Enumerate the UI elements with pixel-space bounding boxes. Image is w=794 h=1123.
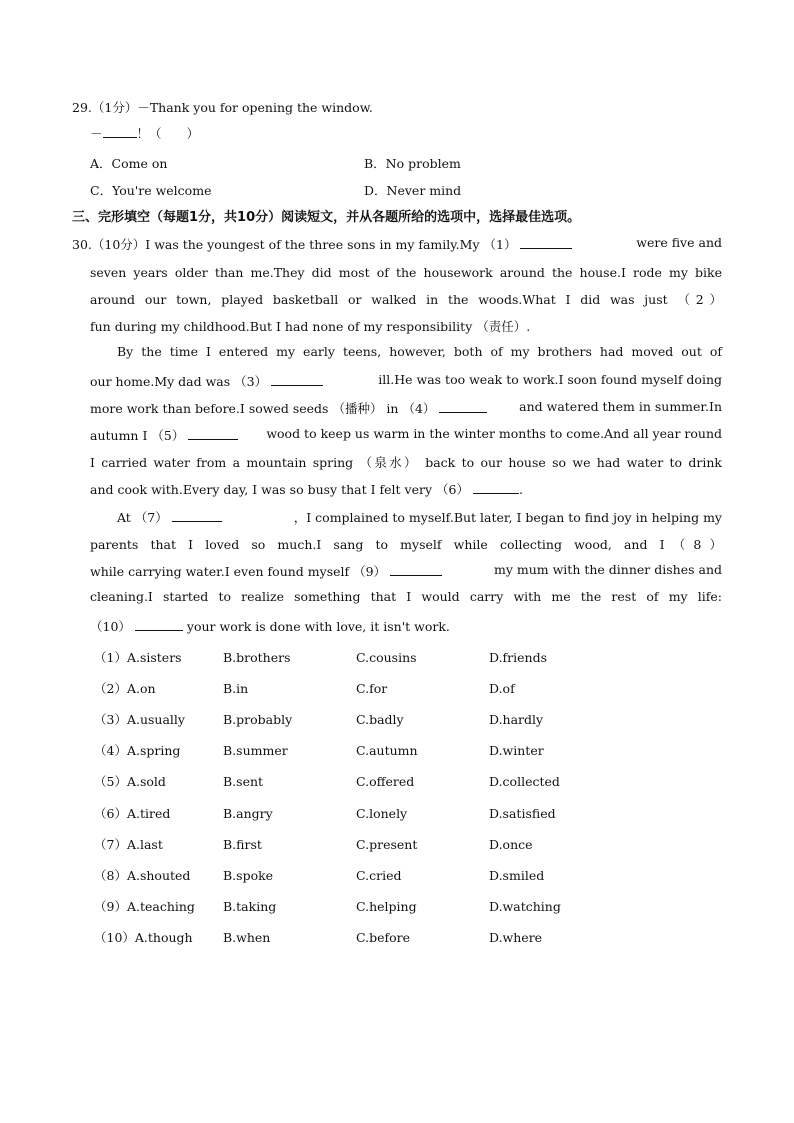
option-3-b: B.probably xyxy=(223,712,293,728)
option-8-b: B.spoke xyxy=(223,867,274,883)
option-2-a: （2）A.on xyxy=(94,681,156,697)
option-9-b: B.taking xyxy=(223,898,277,914)
option-5-c: C.offered xyxy=(356,774,415,790)
option-6-b: B.angry xyxy=(223,805,273,821)
passage-line: seven years older than me.They did most of the housework around the house.I rode my bike xyxy=(90,265,722,280)
blank-5 xyxy=(188,427,238,440)
option-6-c: C.lonely xyxy=(356,805,408,821)
passage-line: At （7） ，I complained to myself.But later, I began to find joy in helping my xyxy=(117,510,722,525)
blank-6 xyxy=(473,481,519,494)
reply-mark: ！（ ） xyxy=(136,126,200,141)
option-8-d: D.smiled xyxy=(489,867,545,883)
option-3-a: （3）A.usually xyxy=(94,712,185,728)
option-6-a: （6）A.tired xyxy=(94,805,171,821)
blank-9 xyxy=(390,563,442,576)
option-10-a: （10）A.though xyxy=(94,929,193,945)
option-4-b: B.summer xyxy=(223,743,288,759)
option-2-d: D.of xyxy=(489,681,515,697)
passage-line: I carried water from a mountain spring （泉水） back to our house so we had water to drink xyxy=(90,455,722,470)
option-5-a: （5）A.sold xyxy=(94,774,166,790)
q29-option-a: A．Come on xyxy=(90,156,168,171)
option-9-a: （9）A.teaching xyxy=(94,898,195,914)
passage-line: around our town, played basketball or walked in the woods.What I did was just （2） xyxy=(90,292,722,307)
passage-line: and cook with.Every day, I was so busy that I felt very （6） . xyxy=(90,482,523,497)
option-4-c: C.autumn xyxy=(356,743,418,759)
option-1-b: B.brothers xyxy=(223,650,291,665)
blank-4 xyxy=(439,400,487,413)
passage-line: By the time I entered my early teens, however, both of my brothers had moved out of xyxy=(117,344,722,359)
passage-line: fun during my childhood.But I had none of my responsibility （责任）. xyxy=(90,319,531,334)
option-7-a: （7）A.last xyxy=(94,836,163,852)
q29-option-b: B．No problem xyxy=(364,156,461,171)
blank-3 xyxy=(271,373,323,386)
option-7-d: D.once xyxy=(489,836,533,852)
passage-line: parents that I loved so much.I sang to myself while collecting wood, and I（8） xyxy=(90,537,722,552)
option-10-c: C.before xyxy=(356,929,411,945)
option-1-a: （1）A.sisters xyxy=(94,650,182,665)
blank-7 xyxy=(172,509,222,522)
option-5-b: B.sent xyxy=(223,774,264,790)
section-title: 三、完形填空（每题1分，共10分）阅读短文，并从各题所给的选项中，选择最佳选项。 xyxy=(72,210,581,225)
option-1-d: D.friends xyxy=(489,650,548,665)
answer-blank xyxy=(103,125,137,138)
passage-line: more work than before.I sowed seeds （播种） in （4） and watered them in summer.In xyxy=(90,399,722,416)
reply-dash: － xyxy=(90,126,103,141)
option-9-d: D.watching xyxy=(489,898,561,914)
option-3-c: C.badly xyxy=(356,712,404,728)
q29-option-d: D．Never mind xyxy=(364,183,462,198)
blank-1 xyxy=(520,236,572,249)
option-2-b: B.in xyxy=(223,681,249,697)
passage-line: cleaning.I started to realize something that I would carry with me the rest of my life: xyxy=(90,589,722,604)
passage-line: while carrying water.I even found myself （9） my mum with the dinner dishes and xyxy=(90,562,722,579)
option-5-d: D.collected xyxy=(489,774,560,790)
option-6-d: D.satisfied xyxy=(489,805,556,821)
option-8-c: C.cried xyxy=(356,867,402,883)
option-7-c: C.present xyxy=(356,836,418,852)
blank-10 xyxy=(135,618,183,631)
option-8-a: （8）A.shouted xyxy=(94,867,191,883)
option-7-b: B.first xyxy=(223,836,262,852)
option-4-d: D.winter xyxy=(489,743,544,759)
passage-line: 30.（10分）I was the youngest of the three sons in my family.My （1） were five and xyxy=(72,235,722,252)
passage-line: our home.My dad was （3） ill.He was too weak to work.I soon found myself doing xyxy=(90,372,722,389)
passage-line: autumn I （5） wood to keep us warm in the winter months to come.And all year round xyxy=(90,426,722,443)
option-2-c: C.for xyxy=(356,681,388,697)
option-4-a: （4）A.spring xyxy=(94,743,181,759)
option-1-c: C.cousins xyxy=(356,650,417,665)
option-10-d: D.where xyxy=(489,929,543,945)
option-9-c: C.helping xyxy=(356,898,417,914)
q29-reply xyxy=(90,124,199,142)
passage-line: （10） your work is done with love, it isn't work. xyxy=(90,619,450,634)
option-10-b: B.when xyxy=(223,929,271,945)
option-3-d: D.hardly xyxy=(489,712,544,728)
q29-option-c: C．You're welcome xyxy=(90,183,212,198)
q29-stem: 29.（1分）－Thank you for opening the window. xyxy=(72,100,373,115)
